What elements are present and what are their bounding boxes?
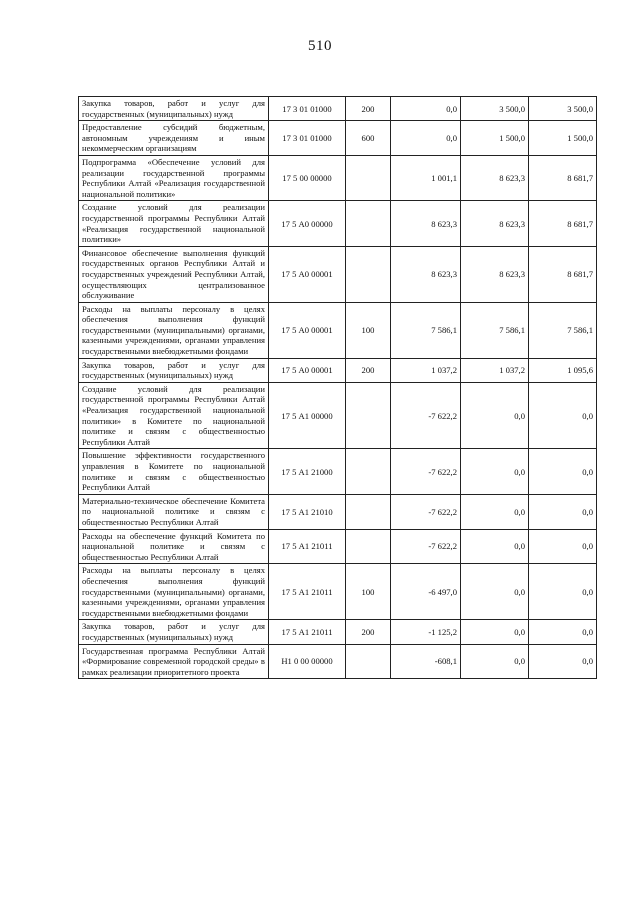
expense-name: Закупка товаров, работ и услуг для государственных (муниципальных) нужд [79,620,269,644]
target-article-code: 17 5 00 00000 [269,155,346,200]
amount-year-3: 1 500,0 [529,121,597,156]
expense-name: Расходы на выплаты персоналу в целях обеспечения выполнения функций государственными (муниципальными) органами, казенными учреждениями, органами управления государственными внебюджетными фондами [79,302,269,358]
expense-type-code: 600 [346,121,391,156]
table-row [79,201,597,246]
expense-name: Создание условий для реализации государственной программы Республики Алтай «Реализация государственной национальной политики» [79,201,269,246]
expense-name: Расходы на выплаты персоналу в целях обеспечения выполнения функций государственными (муниципальными) органами, казенными учреждениями, органами управления государственными внебюджетными фондами [79,564,269,620]
amount-year-2: 0,0 [461,620,529,644]
table-row [79,382,597,449]
target-article-code: 17 5 А0 00000 [269,201,346,246]
target-article-code: 17 5 А0 00001 [269,358,346,382]
amount-year-2: 8 623,3 [461,155,529,200]
target-article-code: 17 5 А0 00001 [269,246,346,302]
table-row [79,449,597,494]
table-row [79,620,597,644]
table-row [79,529,597,564]
expense-type-code [346,201,391,246]
amount-year-3: 8 681,7 [529,246,597,302]
amount-year-2: 7 586,1 [461,302,529,358]
amount-year-2: 0,0 [461,494,529,529]
amount-year-2: 3 500,0 [461,97,529,121]
expense-type-code [346,449,391,494]
table-row [79,155,597,200]
amount-year-3: 7 586,1 [529,302,597,358]
target-article-code: 17 5 А1 21010 [269,494,346,529]
expense-name: Повышение эффективности государственного управления в Комитете по национальной политике и связям с общественностью Республики Алтай [79,449,269,494]
amount-year-2: 0,0 [461,382,529,449]
expense-type-code: 100 [346,302,391,358]
table-row [79,246,597,302]
amount-year-1: 8 623,3 [391,201,461,246]
amount-year-1: 7 586,1 [391,302,461,358]
table-row [79,494,597,529]
target-article-code: 17 5 А1 21011 [269,620,346,644]
amount-year-3: 0,0 [529,529,597,564]
amount-year-3: 0,0 [529,644,597,679]
expense-type-code: 200 [346,358,391,382]
expense-type-code: 200 [346,620,391,644]
expense-name: Подпрограмма «Обеспечение условий для реализации государственной программы Республики Алтай «Реализация государственной национальной политики» [79,155,269,200]
target-article-code: 17 3 01 01000 [269,121,346,156]
amount-year-2: 8 623,3 [461,246,529,302]
amount-year-2: 8 623,3 [461,201,529,246]
expense-type-code: 100 [346,564,391,620]
amount-year-3: 0,0 [529,620,597,644]
target-article-code: 17 5 А1 21011 [269,529,346,564]
target-article-code: 17 5 А1 21000 [269,449,346,494]
expense-name: Материально-техническое обеспечение Комитета по национальной политике и связям с общественностью Республики Алтай [79,494,269,529]
amount-year-1: 0,0 [391,121,461,156]
expense-name: Финансовое обеспечение выполнения функций государственных органов Республики Алтай и государственных учреждений Республики Алтай, осуществляющих централизованное обслуживание [79,246,269,302]
target-article-code: 17 3 01 01000 [269,97,346,121]
amount-year-1: -7 622,2 [391,382,461,449]
amount-year-3: 1 095,6 [529,358,597,382]
amount-year-3: 0,0 [529,494,597,529]
expense-name: Закупка товаров, работ и услуг для государственных (муниципальных) нужд [79,97,269,121]
amount-year-1: -1 125,2 [391,620,461,644]
target-article-code: 17 5 А0 00001 [269,302,346,358]
expense-name: Расходы на обеспечение функций Комитета по национальной политике и связям с общественностью Республики Алтай [79,529,269,564]
table-row [79,302,597,358]
amount-year-3: 0,0 [529,382,597,449]
table-row [79,644,597,679]
amount-year-1: 1 001,1 [391,155,461,200]
amount-year-3: 3 500,0 [529,97,597,121]
table-row [79,97,597,121]
table-row [79,121,597,156]
amount-year-3: 8 681,7 [529,155,597,200]
expense-name: Государственная программа Республики Алтай «Формирование современной городской среды» в рамках реализации приоритетного проекта [79,644,269,679]
amount-year-2: 1 037,2 [461,358,529,382]
budget-table [78,96,597,679]
expense-type-code [346,382,391,449]
amount-year-1: -7 622,2 [391,449,461,494]
expense-type-code [346,155,391,200]
expense-type-code [346,529,391,564]
amount-year-2: 0,0 [461,644,529,679]
expense-type-code [346,494,391,529]
target-article-code: 17 5 А1 21011 [269,564,346,620]
amount-year-1: 1 037,2 [391,358,461,382]
expense-type-code: 200 [346,97,391,121]
expense-type-code [346,644,391,679]
amount-year-1: -7 622,2 [391,494,461,529]
table-row [79,358,597,382]
amount-year-1: 8 623,3 [391,246,461,302]
amount-year-1: -608,1 [391,644,461,679]
amount-year-2: 0,0 [461,449,529,494]
page-number: 510 [308,38,332,54]
amount-year-1: -7 622,2 [391,529,461,564]
expense-name: Предоставление субсидий бюджетным, автономным учреждениям и иным некоммерческим организациям [79,121,269,156]
amount-year-2: 0,0 [461,564,529,620]
amount-year-3: 0,0 [529,449,597,494]
amount-year-2: 0,0 [461,529,529,564]
expense-type-code [346,246,391,302]
target-article-code: Н1 0 00 00000 [269,644,346,679]
expense-name: Создание условий для реализации государственной программы Республики Алтай «Реализация государственной национальной политики» в Комитете по национальной политике и связям с общественностью Республики Алтай [79,382,269,449]
amount-year-1: 0,0 [391,97,461,121]
amount-year-3: 8 681,7 [529,201,597,246]
amount-year-1: -6 497,0 [391,564,461,620]
expense-name: Закупка товаров, работ и услуг для государственных (муниципальных) нужд [79,358,269,382]
budget-table-body [79,97,597,679]
target-article-code: 17 5 А1 00000 [269,382,346,449]
table-row [79,564,597,620]
amount-year-3: 0,0 [529,564,597,620]
amount-year-2: 1 500,0 [461,121,529,156]
